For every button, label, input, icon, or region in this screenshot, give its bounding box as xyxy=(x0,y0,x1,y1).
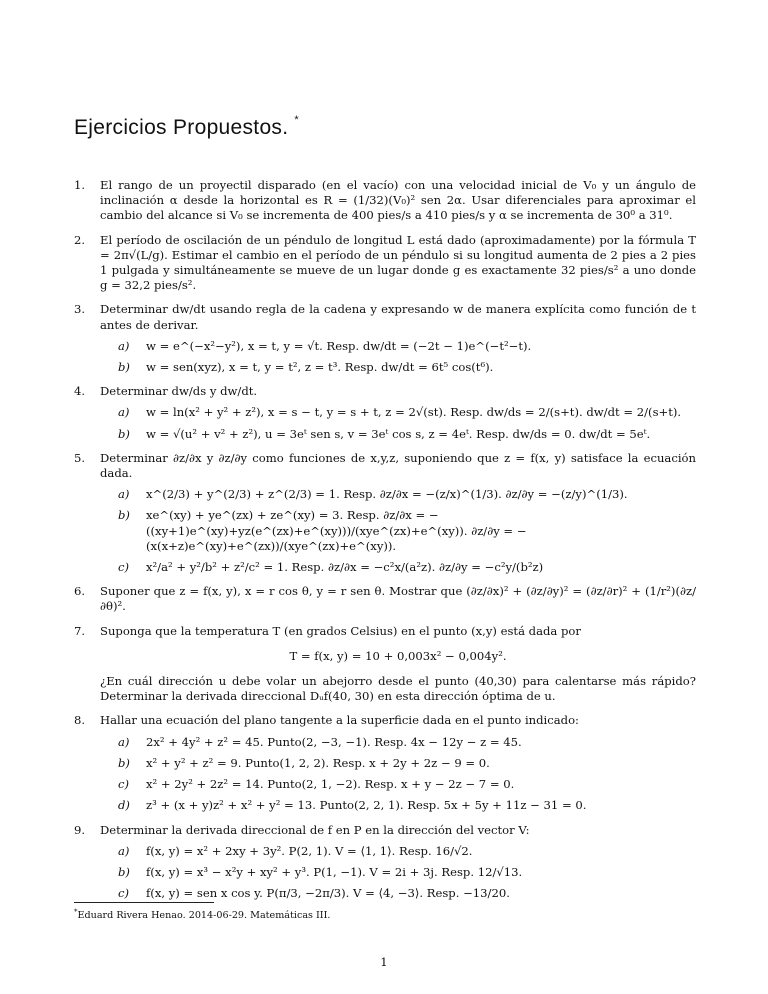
exercise-number: 6. xyxy=(74,584,86,599)
footnote-text: Eduard Rivera Henao. 2014-06-29. Matemáticas III. xyxy=(77,910,331,922)
title-footnote-mark: * xyxy=(294,114,299,126)
exercise-number: 1. xyxy=(74,178,86,192)
subitem-text: f(x, y) = sen x cos y. P(π/3, −2π/3). V = ⟨4, −3⟩. Resp. −13/20. xyxy=(146,886,510,901)
exercise-item xyxy=(74,823,696,902)
exercise-subitem xyxy=(100,777,696,792)
page-title xyxy=(74,116,299,140)
exercise-subitem xyxy=(100,360,696,375)
exercise-statement: Determinar ∂z/∂x y ∂z/∂y como funciones de x,y,z, suponiendo que z = f(x, y) satisface la ecuación dada. xyxy=(100,450,696,481)
exercise-statement: Suponer que z = f(x, y), x = r cos θ, y = r sen θ. Mostrar que (∂z/∂x)² + (∂z/∂y)² = (∂z/∂r)² + (1/r²)(∂z/∂θ)². xyxy=(100,584,696,614)
exercise-number: 9. xyxy=(74,822,86,837)
subitem-text: f(x, y) = x² + 2xy + 3y². P(2, 1). V = ⟨1, 1⟩. Resp. 16/√2. xyxy=(146,843,473,858)
subitem-label: b) xyxy=(118,426,130,441)
exercise-item xyxy=(74,302,696,375)
subitem-text: x² + 2y² + 2z² = 14. Punto(2, 1, −2). Resp. x + y − 2z − 7 = 0. xyxy=(146,777,515,792)
subitem-label: a) xyxy=(118,734,130,749)
exercise-statement: Determinar dw/ds y dw/dt. xyxy=(100,384,258,399)
subitem-label: c) xyxy=(118,886,130,901)
subitem-label: b) xyxy=(118,755,130,770)
page-number: 1 xyxy=(380,955,388,969)
exercise-subitem xyxy=(100,508,696,554)
exercise-subitem xyxy=(100,735,696,750)
subitem-label: c) xyxy=(118,777,130,792)
subitem-text: z³ + (x + y)z² + x² + y² = 13. Punto(2, 2, 1). Resp. 5x + 5y + 11z − 31 = 0. xyxy=(146,798,587,813)
exercise-subitem xyxy=(100,427,696,442)
subitem-label: b) xyxy=(118,508,130,523)
subitem-text: x² + y² + z² = 9. Punto(1, 2, 2). Resp. x + 2y + 2z − 9 = 0. xyxy=(146,755,490,770)
exercise-item xyxy=(74,384,696,442)
exercise-subitem xyxy=(100,339,696,354)
exercise-item xyxy=(74,624,696,705)
exercise-list xyxy=(74,178,696,910)
exercise-item xyxy=(74,233,696,294)
exercise-number: 5. xyxy=(74,450,86,465)
subitem-text: x^(2/3) + y^(2/3) + z^(2/3) = 1. Resp. ∂z/∂x = −(z/x)^(1/3). ∂z/∂y = −(z/y)^(1/3). xyxy=(146,487,628,502)
exercise-subitem xyxy=(100,865,696,880)
exercise-statement: Determinar dw/dt usando regla de la cadena y expresando w de manera explícita como función de t antes de derivar. xyxy=(100,302,696,332)
display-equation: T = f(x, y) = 10 + 0,003x² − 0,004y². xyxy=(289,648,507,663)
exercise-item xyxy=(74,713,696,813)
exercise-number: 2. xyxy=(74,232,86,247)
exercise-statement: Hallar una ecuación del plano tangente a la superficie dada en el punto indicado: xyxy=(100,713,579,728)
subitem-label: b) xyxy=(118,360,130,375)
exercise-subitem xyxy=(100,756,696,771)
footnote-rule xyxy=(74,902,214,903)
subitem-label: a) xyxy=(118,405,130,420)
subitem-text: w = sen(xyz), x = t, y = t², z = t³. Resp. dw/dt = 6t⁵ cos(t⁶). xyxy=(146,360,494,375)
exercise-item xyxy=(74,178,696,224)
exercise-number: 7. xyxy=(74,623,86,638)
subitem-label: a) xyxy=(118,338,130,353)
exercise-item xyxy=(74,451,696,575)
exercise-statement: Suponga que la temperatura T (en grados Celsius) en el punto (x,y) está dada por xyxy=(100,623,581,638)
subitem-text: w = √(u² + v² + z²), u = 3eᵗ sen s, v = 3eᵗ cos s, z = 4eᵗ. Resp. dw/ds = 0. dw/dt = 5eᵗ. xyxy=(146,426,651,441)
title-text: Ejercicios Propuestos. xyxy=(74,116,289,139)
exercise-subitem xyxy=(100,798,696,813)
exercise-number: 4. xyxy=(74,384,86,399)
exercise-subitem xyxy=(100,886,696,901)
exercise-statement: El período de oscilación de un péndulo de longitud L está dado (aproximadamente) por la fórmula T = 2π√(L/g). Estimar el cambio en el período de un péndulo si su longitud aumenta de 2 pies a 2 pies 1 pulgada y simultáneamente se mueve de un lugar donde g es exactamente 32 pies/s² a uno donde g = 32,2 pies/s². xyxy=(100,232,696,293)
subitem-label: a) xyxy=(118,487,130,502)
subitem-text: 2x² + 4y² + z² = 45. Punto(2, −3, −1). Resp. 4x − 12y − z = 45. xyxy=(146,734,522,749)
footnote xyxy=(74,908,330,921)
exercise-number: 3. xyxy=(74,302,86,317)
subitem-text: f(x, y) = x³ − x²y + xy² + y³. P(1, −1). V = 2i + 3j. Resp. 12/√13. xyxy=(146,864,523,879)
exercise-subitem xyxy=(100,844,696,859)
subitem-text: x²/a² + y²/b² + z²/c² = 1. Resp. ∂z/∂x = −c²x/(a²z). ∂z/∂y = −c²y/(b²z) xyxy=(146,560,544,575)
exercise-statement: Determinar la derivada direccional de f en P en la dirección del vector V: xyxy=(100,822,530,837)
exercise-subitem xyxy=(100,560,696,575)
exercise-item xyxy=(74,584,696,614)
subitem-text: xe^(xy) + ye^(zx) + ze^(xy) = 3. Resp. ∂z/∂x = −((xy+1)e^(xy)+yz(e^(zx)+e^(xy)))/(xye^(zx)+e^(xy)). ∂z/∂y = −(x(x+z)e^(xy)+e^(zx))/(xye^(zx)+e^(xy)). xyxy=(146,508,527,553)
exercise-statement-continued: ¿En cuál dirección u debe volar un abejorro desde el punto (40,30) para calentarse más rápido? Determinar la derivada direccional Dᵤf(40, 30) en esta dirección óptima de u. xyxy=(100,674,696,704)
exercise-subitem xyxy=(100,405,696,420)
subitem-label: b) xyxy=(118,864,130,879)
subitem-text: w = ln(x² + y² + z²), x = s − t, y = s + t, z = 2√(st). Resp. dw/ds = 2/(s+t). dw/dt = 2/(s+t). xyxy=(146,405,682,420)
exercise-number: 8. xyxy=(74,713,86,728)
subitem-label: c) xyxy=(118,560,130,575)
exercise-subitem xyxy=(100,487,696,502)
subitem-label: d) xyxy=(118,798,130,813)
subitem-label: a) xyxy=(118,843,130,858)
exercise-statement: El rango de un proyectil disparado (en el vacío) con una velocidad inicial de V₀ y un ángulo de inclinación α desde la horizontal es R = (1/32)(V₀)² sen 2α. Usar diferenciales para aproximar el cambio del alcance si V₀ se incrementa de 400 pies/s a 410 pies/s y α se incrementa de 30⁰ a 31⁰. xyxy=(100,178,696,223)
footnote-mark: * xyxy=(74,908,78,916)
subitem-text: w = e^(−x²−y²), x = t, y = √t. Resp. dw/dt = (−2t − 1)e^(−t²−t). xyxy=(146,338,532,353)
